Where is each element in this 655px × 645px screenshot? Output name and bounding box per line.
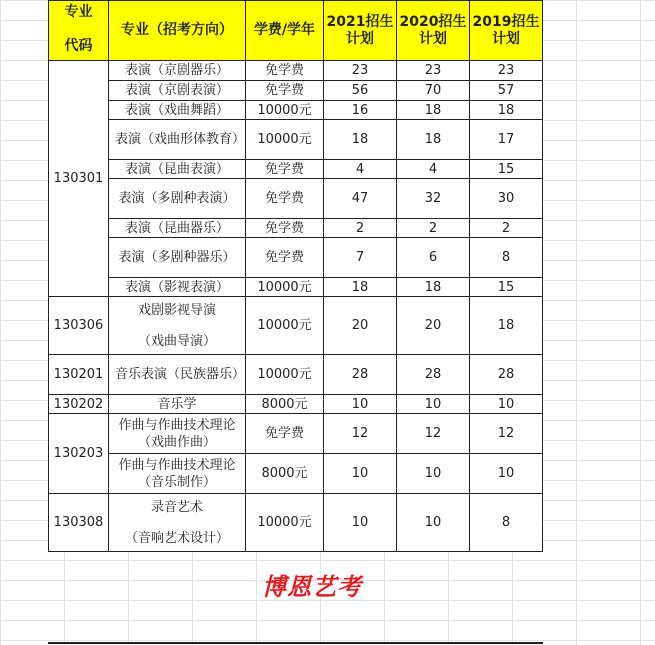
fee-cell: 8000元 — [246, 395, 324, 414]
major-cell — [109, 297, 246, 355]
major-code-cell: 130202 — [49, 395, 109, 414]
major-cell: 表演（昆曲表演） — [109, 160, 246, 179]
major-line2: （音响艺术设计） — [124, 530, 229, 546]
fee-cell: 10000元 — [246, 494, 324, 552]
table-row — [49, 219, 543, 238]
table-row — [49, 414, 543, 454]
major-cell: 表演（戏曲舞蹈） — [109, 101, 246, 120]
plan-2020-cell: 23 — [397, 61, 470, 81]
table-row — [49, 297, 543, 355]
plan-2021-cell: 18 — [324, 120, 397, 160]
plan-2021-cell: 23 — [324, 61, 397, 81]
watermark-logo: 博恩艺考 — [262, 573, 362, 601]
major-cell: 表演（多剧种表演） — [109, 179, 246, 219]
plan-2019-cell: 18 — [470, 101, 543, 120]
major-code-cell: 130308 — [49, 494, 109, 552]
fee-cell: 免学费 — [246, 414, 324, 454]
table-row — [49, 494, 543, 552]
plan-2021-cell: 12 — [324, 414, 397, 454]
table-row — [49, 61, 543, 81]
table-row — [49, 355, 543, 395]
plan-2020-cell: 6 — [397, 238, 470, 278]
table-row — [49, 278, 543, 297]
plan-2020-cell: 28 — [397, 355, 470, 395]
admissions-plan-table — [48, 0, 543, 552]
header-code-line1: 专业 — [64, 4, 93, 20]
major-cell: 音乐学 — [109, 395, 246, 414]
plan-2021-cell: 2 — [324, 219, 397, 238]
fee-cell: 10000元 — [246, 101, 324, 120]
plan-2019-cell: 18 — [470, 297, 543, 355]
major-cell: 表演（京剧器乐） — [109, 61, 246, 81]
plan-2020-cell: 10 — [397, 454, 470, 494]
plan-2021-cell: 16 — [324, 101, 397, 120]
fee-cell: 免学费 — [246, 219, 324, 238]
fee-cell: 免学费 — [246, 61, 324, 81]
header-code-line2: 代码 — [64, 38, 93, 54]
fee-cell: 免学费 — [246, 179, 324, 219]
header-major-code — [49, 1, 109, 61]
major-code-cell: 130201 — [49, 355, 109, 395]
plan-2019-cell: 10 — [470, 454, 543, 494]
plan-2019-cell: 8 — [470, 494, 543, 552]
header-fee: 学费/学年 — [246, 1, 324, 61]
plan-2020-cell: 20 — [397, 297, 470, 355]
plan-2021-cell: 7 — [324, 238, 397, 278]
plan-2020-cell: 32 — [397, 179, 470, 219]
plan-2019-cell: 17 — [470, 120, 543, 160]
fee-cell: 免学费 — [246, 160, 324, 179]
plan-2019-cell: 12 — [470, 414, 543, 454]
major-cell: 表演（京剧表演） — [109, 81, 246, 101]
plan-2019-cell: 15 — [470, 160, 543, 179]
plan-2019-cell: 23 — [470, 61, 543, 81]
plan-2020-cell: 18 — [397, 101, 470, 120]
major-cell: 音乐表演（民族器乐） — [109, 355, 246, 395]
plan-2021-cell: 10 — [324, 494, 397, 552]
table-row — [49, 120, 543, 160]
major-cell: 表演（戏曲形体教育） — [109, 120, 246, 160]
plan-2019-cell: 8 — [470, 238, 543, 278]
major-cell: 作曲与作曲技术理论（戏曲作曲） — [109, 414, 246, 454]
plan-2020-cell: 4 — [397, 160, 470, 179]
fee-cell: 免学费 — [246, 238, 324, 278]
plan-2020-cell: 2 — [397, 219, 470, 238]
major-cell: 表演（影视表演） — [109, 278, 246, 297]
major-line1: 录音艺术 — [150, 499, 203, 515]
fee-cell: 10000元 — [246, 355, 324, 395]
plan-2019-cell: 2 — [470, 219, 543, 238]
major-code-cell: 130306 — [49, 297, 109, 355]
header-plan-2020: 2020招生计划 — [397, 1, 470, 61]
major-line2: （戏曲导演） — [137, 333, 216, 349]
plan-2020-cell: 12 — [397, 414, 470, 454]
plan-2020-cell: 18 — [397, 278, 470, 297]
plan-2019-cell: 15 — [470, 278, 543, 297]
table-row — [49, 81, 543, 101]
major-cell — [109, 494, 246, 552]
fee-cell: 10000元 — [246, 278, 324, 297]
plan-2019-cell: 57 — [470, 81, 543, 101]
fee-cell: 8000元 — [246, 454, 324, 494]
plan-2019-cell: 10 — [470, 395, 543, 414]
plan-2021-cell: 10 — [324, 395, 397, 414]
spreadsheet-sheet — [48, 0, 543, 552]
major-line1: 戏剧影视导演 — [137, 302, 216, 318]
fee-cell: 10000元 — [246, 297, 324, 355]
header-major: 专业（招考方向） — [109, 1, 246, 61]
major-cell: 作曲与作曲技术理论（音乐制作） — [109, 454, 246, 494]
table-row — [49, 454, 543, 494]
plan-2019-cell: 28 — [470, 355, 543, 395]
table-row — [49, 179, 543, 219]
fee-cell: 免学费 — [246, 81, 324, 101]
major-code-cell: 130203 — [49, 414, 109, 494]
table-row — [49, 101, 543, 120]
plan-2021-cell: 28 — [324, 355, 397, 395]
table-row — [49, 238, 543, 278]
plan-2021-cell: 4 — [324, 160, 397, 179]
plan-2021-cell: 56 — [324, 81, 397, 101]
header-plan-2019: 2019招生计划 — [470, 1, 543, 61]
plan-2020-cell: 10 — [397, 395, 470, 414]
major-cell: 表演（多剧种器乐） — [109, 238, 246, 278]
plan-2020-cell: 10 — [397, 494, 470, 552]
plan-2019-cell: 30 — [470, 179, 543, 219]
header-row — [49, 1, 543, 61]
plan-2020-cell: 70 — [397, 81, 470, 101]
major-cell: 表演（昆曲器乐） — [109, 219, 246, 238]
fee-cell: 10000元 — [246, 120, 324, 160]
plan-2021-cell: 47 — [324, 179, 397, 219]
bottom-border-line — [48, 642, 543, 644]
table-row — [49, 160, 543, 179]
plan-2021-cell: 18 — [324, 278, 397, 297]
table-row — [49, 395, 543, 414]
plan-2021-cell: 20 — [324, 297, 397, 355]
header-plan-2021: 2021招生计划 — [324, 1, 397, 61]
plan-2020-cell: 18 — [397, 120, 470, 160]
plan-2021-cell: 10 — [324, 454, 397, 494]
major-code-cell: 130301 — [49, 61, 109, 297]
